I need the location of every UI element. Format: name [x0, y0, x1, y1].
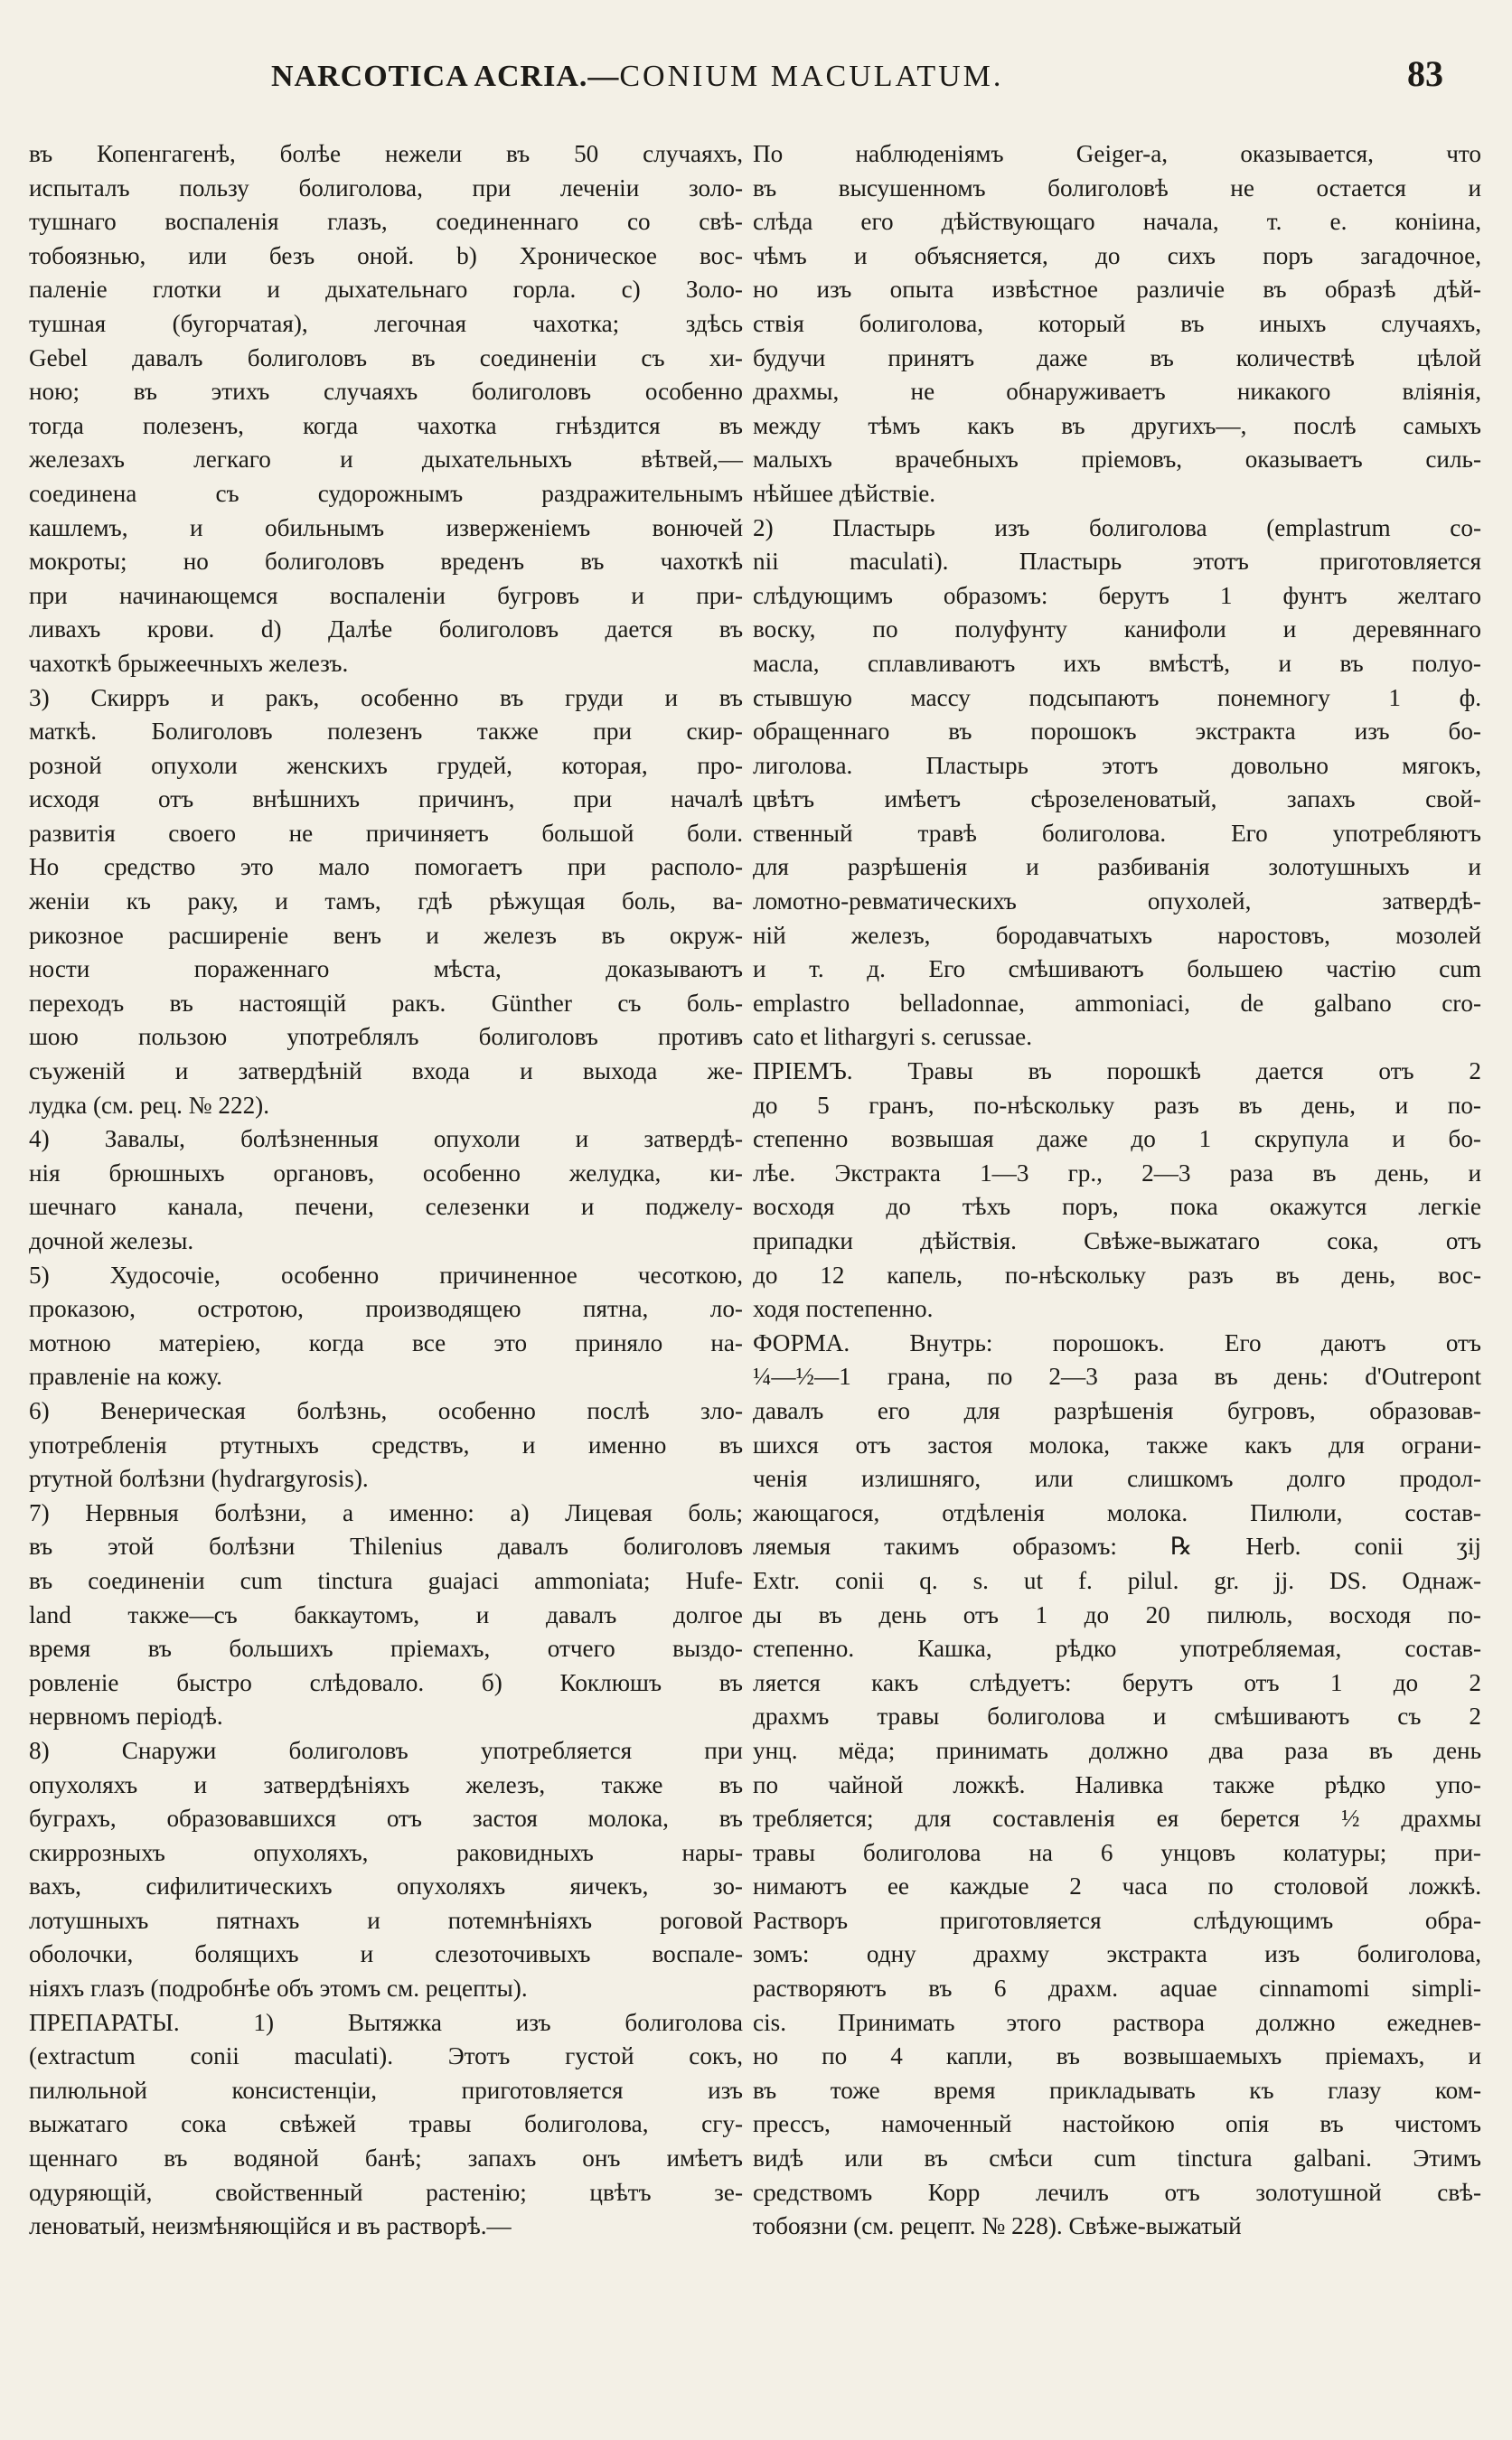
running-header [271, 52, 1458, 107]
text-line: железахъ легкаго и дыхательныхъ вѣтвей,— [29, 446, 743, 474]
text-line: маткѣ. Болиголовъ полезенъ также при скир- [29, 718, 743, 746]
text-line: леноватый, неизмѣняющійся и въ растворѣ.— [29, 2212, 512, 2240]
text-line: въ этой болѣзни Thilenius давалъ болиголовъ [29, 1533, 743, 1561]
text-line: Но средство это мало помогаетъ при располо- [29, 853, 743, 881]
text-line: тушнаго воспаленія глазъ, соединеннаго со свѣ- [29, 208, 743, 236]
text-line: 2) Пластырь изъ болиголова (emplastrum co- [753, 513, 1481, 541]
text-line: видѣ или въ смѣси cum tinctura galbani. Этимъ [753, 2144, 1481, 2173]
text-line: ¼—½—1 грана, по 2—3 раза въ день: d'Outrepont [753, 1363, 1481, 1391]
running-title [271, 60, 1003, 94]
text-line: съуженій и затвердѣній входа и выхода же- [29, 1057, 743, 1085]
text-line: 6) Венерическая болѣзнь, особенно послѣ зло- [29, 1396, 743, 1424]
text-line: шихся отъ застоя молока, также какъ для ограни- [753, 1431, 1481, 1459]
text-line: (extractum conii maculati). Этотъ густой сокъ, [29, 2042, 743, 2070]
text-line: испыталъ пользу болиголова, при леченіи золо- [29, 174, 743, 202]
text-line: вахъ, сифилитическихъ опухоляхъ яичекъ, зо- [29, 1872, 743, 1900]
text-line: 7) Нервныя болѣзни, а именно: а) Лицевая боль; [29, 1498, 743, 1526]
text-line: стывшую массу подсыпаютъ понемногу 1 ф. [753, 683, 1481, 711]
text-line: ды въ день отъ 1 до 20 пилюль, восходя по- [753, 1600, 1481, 1628]
text-line: одуряющій, свойственный растенію; цвѣтъ зе- [29, 2178, 743, 2206]
text-line: слѣда его дѣйствующаго начала, т. е. коніина, [753, 208, 1481, 236]
text-line: ломотно-ревматическихъ опухолей, затвердѣ- [753, 887, 1481, 915]
text-line: тобоязнью, или безъ оной. b) Хроническое вос- [29, 241, 743, 269]
text-line: правленіе на кожу. [29, 1363, 222, 1391]
text-line: давалъ его для разрѣшенія бугровъ, образовав- [753, 1396, 1481, 1424]
text-line: при начинающемся воспаленіи бугровъ и при- [29, 581, 743, 609]
text-line: 4) Завалы, болѣзненныя опухоли и затвердѣ- [29, 1125, 743, 1153]
text-line: чахоткѣ брыжеечныхъ железъ. [29, 649, 349, 677]
text-line: но изъ опыта извѣстное различіе въ образѣ дѣй- [753, 276, 1481, 304]
text-line: ній железъ, бородавчатыхъ наростовъ, мозолей [753, 921, 1481, 949]
text-line: время въ большихъ пріемахъ, отчего выздо- [29, 1635, 743, 1663]
text-line: обращеннаго въ порошокъ экстракта изъ бо- [753, 718, 1481, 746]
text-line: переходъ въ настоящій ракъ. Günther съ боль- [29, 989, 743, 1017]
text-line: но по 4 капли, въ возвышаемыхъ пріемахъ, и [753, 2042, 1481, 2070]
text-line: тогда полезенъ, когда чахотка гнѣздится въ [29, 411, 743, 439]
text-line: въ тоже время прикладывать къ глазу ком- [753, 2076, 1481, 2104]
text-line: соединена съ судорожнымъ раздражительнымъ [29, 479, 743, 507]
text-line: припадки дѣйствія. Свѣже-выжатаго сока, отъ [753, 1227, 1481, 1254]
text-line: будучи принятъ даже въ количествѣ цѣлой [753, 343, 1481, 371]
text-line: ствія болиголова, который въ иныхъ случаяхъ, [753, 309, 1481, 337]
text-line: драхмъ травы болиголова и смѣшиваютъ съ 2 [753, 1703, 1481, 1731]
text-line: рикозное расширеніе венъ и железъ въ окруж- [29, 921, 743, 949]
text-line: женіи къ раку, и тамъ, гдѣ рѣжущая боль, ва- [29, 887, 743, 915]
text-line: опухоляхъ и затвердѣніяхъ железъ, также въ [29, 1770, 743, 1798]
text-line: land также—съ баккаутомъ, и давалъ долгое [29, 1600, 743, 1628]
text-line: масла, сплавливаютъ ихъ вмѣстѣ, и въ полуо- [753, 649, 1481, 677]
text-line: въ соединеніи cum tinctura guajaci ammoniata; Hufe- [29, 1566, 743, 1594]
text-line: emplastro belladonnae, ammoniaci, de galbano cro- [753, 989, 1481, 1017]
text-line: драхмы, не обнаруживаетъ никакого вліянія, [753, 378, 1481, 406]
running-title-left: NARCOTICA ACRIA.— [271, 60, 620, 93]
text-line: Растворъ приготовляется слѣдующимъ обра- [753, 1906, 1481, 1934]
text-line: жающагося, отдѣленія молока. Пилюли, состав- [753, 1498, 1481, 1526]
text-line: кашлемъ, и обильнымъ изверженіемъ вонючей [29, 513, 743, 541]
text-line: шою пользою употреблялъ болиголовъ противъ [29, 1023, 743, 1051]
text-line: дочной железы. [29, 1227, 194, 1254]
text-line: въ Копенгагенѣ, болѣе нежели въ 50 случаяхъ, [29, 140, 743, 167]
text-line: воску, по полуфунту канифоли и деревяннаго [753, 615, 1481, 643]
text-line: ляется какъ слѣдуетъ: берутъ отъ 1 до 2 [753, 1668, 1481, 1696]
text-line: развитія своего не причиняетъ большой боли. [29, 819, 743, 847]
text-line: между тѣмъ какъ въ другихъ—, послѣ самыхъ [753, 411, 1481, 439]
text-line: степенно возвышая даже до 1 скрупула и бо- [753, 1125, 1481, 1153]
text-line: употребленія ртутныхъ средствъ, и именно въ [29, 1431, 743, 1459]
text-line: до 5 гранъ, по-нѣскольку разъ въ день, и по- [753, 1091, 1481, 1119]
text-line: ливахъ крови. d) Далѣе болиголовъ дается въ [29, 615, 743, 643]
text-line: 5) Худосочіе, особенно причиненное чесоткою, [29, 1261, 743, 1289]
text-line: шечнаго канала, печени, селезенки и поджелу- [29, 1193, 743, 1221]
text-line: травы болиголова на 6 унцовъ колатуры; при- [753, 1838, 1481, 1866]
text-line: ходя постепенно. [753, 1295, 934, 1323]
text-line: цвѣтъ имѣетъ сѣрозеленоватый, запахъ свой- [753, 785, 1481, 813]
text-line: тобоязни (см. рецепт. № 228). Свѣже-выжатый [753, 2212, 1242, 2240]
text-line: до 12 капель, по-нѣскольку разъ въ день, вос- [753, 1261, 1481, 1289]
text-line: нѣйшее дѣйствіе. [753, 479, 936, 507]
text-line: ПРІЕМЪ. Травы въ порошкѣ дается отъ 2 [753, 1057, 1481, 1085]
text-line: лѣе. Экстракта 1—3 гр., 2—3 раза въ день, и [753, 1159, 1481, 1187]
text-line: проказою, остротою, производящею пятна, ло- [29, 1295, 743, 1323]
text-line: лудка (см. рец. № 222). [29, 1091, 270, 1119]
text-line: требляется; для составленія ея берется ½ драхмы [753, 1805, 1481, 1833]
text-line: ляемыя такимъ образомъ: ℞ Herb. conii ʒij [753, 1533, 1481, 1561]
text-line: ПРЕПАРАТЫ. 1) Вытяжка изъ болиголова [29, 2008, 743, 2036]
text-line: буграхъ, образовавшихся отъ застоя молока, въ [29, 1805, 743, 1833]
text-line: ною; въ этихъ случаяхъ болиголовъ особенно [29, 378, 743, 406]
text-line: мокроты; но болиголовъ вреденъ въ чахоткѣ [29, 548, 743, 576]
text-line: малыхъ врачебныхъ пріемовъ, оказываетъ силь- [753, 446, 1481, 474]
text-line: унц. мёда; принимать должно два раза въ день [753, 1736, 1481, 1764]
text-line: слѣдующимъ образомъ: берутъ 1 фунтъ желтаго [753, 581, 1481, 609]
text-line: По наблюденіямъ Geiger-а, оказывается, что [753, 140, 1481, 167]
running-title-right: CONIUM MACULATUM. [619, 60, 1004, 93]
text-line: оболочки, болящихъ и слезоточивыхъ воспале- [29, 1940, 743, 1968]
text-line: ровленіе быстро слѣдовало. б) Коклюшъ въ [29, 1668, 743, 1696]
text-line: 8) Снаружи болиголовъ употребляется при [29, 1736, 743, 1764]
text-line: по чайной ложкѣ. Наливка также рѣдко упо- [753, 1770, 1481, 1798]
text-line: растворяютъ въ 6 драхм. aquae cinnamomi simpli- [753, 1975, 1481, 2003]
text-line: nii maculati). Пластырь этотъ приготовляется [753, 548, 1481, 576]
text-line: ченія излишняго, или слишкомъ долго продол- [753, 1465, 1481, 1493]
text-line: зомъ: одну драхму экстракта изъ болиголова, [753, 1940, 1481, 1968]
text-line: ртутной болѣзни (hydrargyrosis). [29, 1465, 369, 1493]
text-line: нія брюшныхъ органовъ, особенно желудка, ки- [29, 1159, 743, 1187]
text-line: розной опухоли женскихъ грудей, которая, про- [29, 751, 743, 779]
text-line: ности пораженнаго мѣста, доказываютъ [29, 955, 743, 983]
text-line: нервномъ періодѣ. [29, 1703, 223, 1731]
text-line: ственный травѣ болиголова. Его употребляютъ [753, 819, 1481, 847]
text-line: въ высушенномъ болиголовѣ не остается и [753, 174, 1481, 202]
text-line: нимаютъ ее каждые 2 часа по столовой ложкѣ. [753, 1872, 1481, 1900]
text-line: для разрѣшенія и разбиванія золотушныхъ и [753, 853, 1481, 881]
page-number: 83 [1407, 53, 1443, 94]
text-line: выжатаго сока свѣжей травы болиголова, сгу- [29, 2110, 743, 2138]
text-line: чѣмъ и объясняется, до сихъ поръ загадочное, [753, 241, 1481, 269]
text-line: мотною матеріею, когда все это принялo на- [29, 1328, 743, 1356]
text-line: паленіе глотки и дыхательнаго горла. c) Золо- [29, 276, 743, 304]
text-line: лиголова. Пластырь этотъ довольно мягокъ, [753, 751, 1481, 779]
text-line: и т. д. Его смѣшиваютъ большею частію cum [753, 955, 1481, 983]
text-line: степенно. Кашка, рѣдко употребляемая, состав- [753, 1635, 1481, 1663]
text-line: исходя отъ внѣшнихъ причинъ, при началѣ [29, 785, 743, 813]
text-line: cato et lithargyri s. cerussae. [753, 1023, 1033, 1051]
text-line: тушная (бугорчатая), легочная чахотка; здѣсь [29, 309, 743, 337]
text-line: 3) Скирръ и ракъ, особенно въ груди и въ [29, 683, 743, 711]
text-line: ФОРМА. Внутрь: порошокъ. Его даютъ отъ [753, 1328, 1481, 1356]
text-line: cis. Принимать этого раствора должно ежеднев- [753, 2008, 1481, 2036]
text-line: средствомъ Корр лечилъ отъ золотушной свѣ- [753, 2178, 1481, 2206]
text-line: пилюльной консистенціи, приготовляется изъ [29, 2076, 743, 2104]
text-line: прессъ, намоченный настойкою опія въ чистомъ [753, 2110, 1481, 2138]
text-line: ніяхъ глазъ (подробнѣе объ этомъ см. рецепты). [29, 1975, 528, 2003]
text-line: Gebel давалъ болиголовъ въ соединеніи съ хи- [29, 343, 743, 371]
text-line: щеннаго въ водяной банѣ; запахъ онъ имѣетъ [29, 2144, 743, 2173]
text-line: скиррозныхъ опухоляхъ, раковидныхъ нары- [29, 1838, 743, 1866]
text-line: лотушныхъ пятнахъ и потемнѣніяхъ роговой [29, 1906, 743, 1934]
text-line: Extr. conii q. s. ut f. pilul. gr. jj. DS. Однаж- [753, 1566, 1481, 1594]
text-column-right [753, 137, 1481, 2415]
text-column-left [29, 137, 743, 2415]
text-line: восходя до тѣхъ поръ, пока окажутся легкіе [753, 1193, 1481, 1221]
